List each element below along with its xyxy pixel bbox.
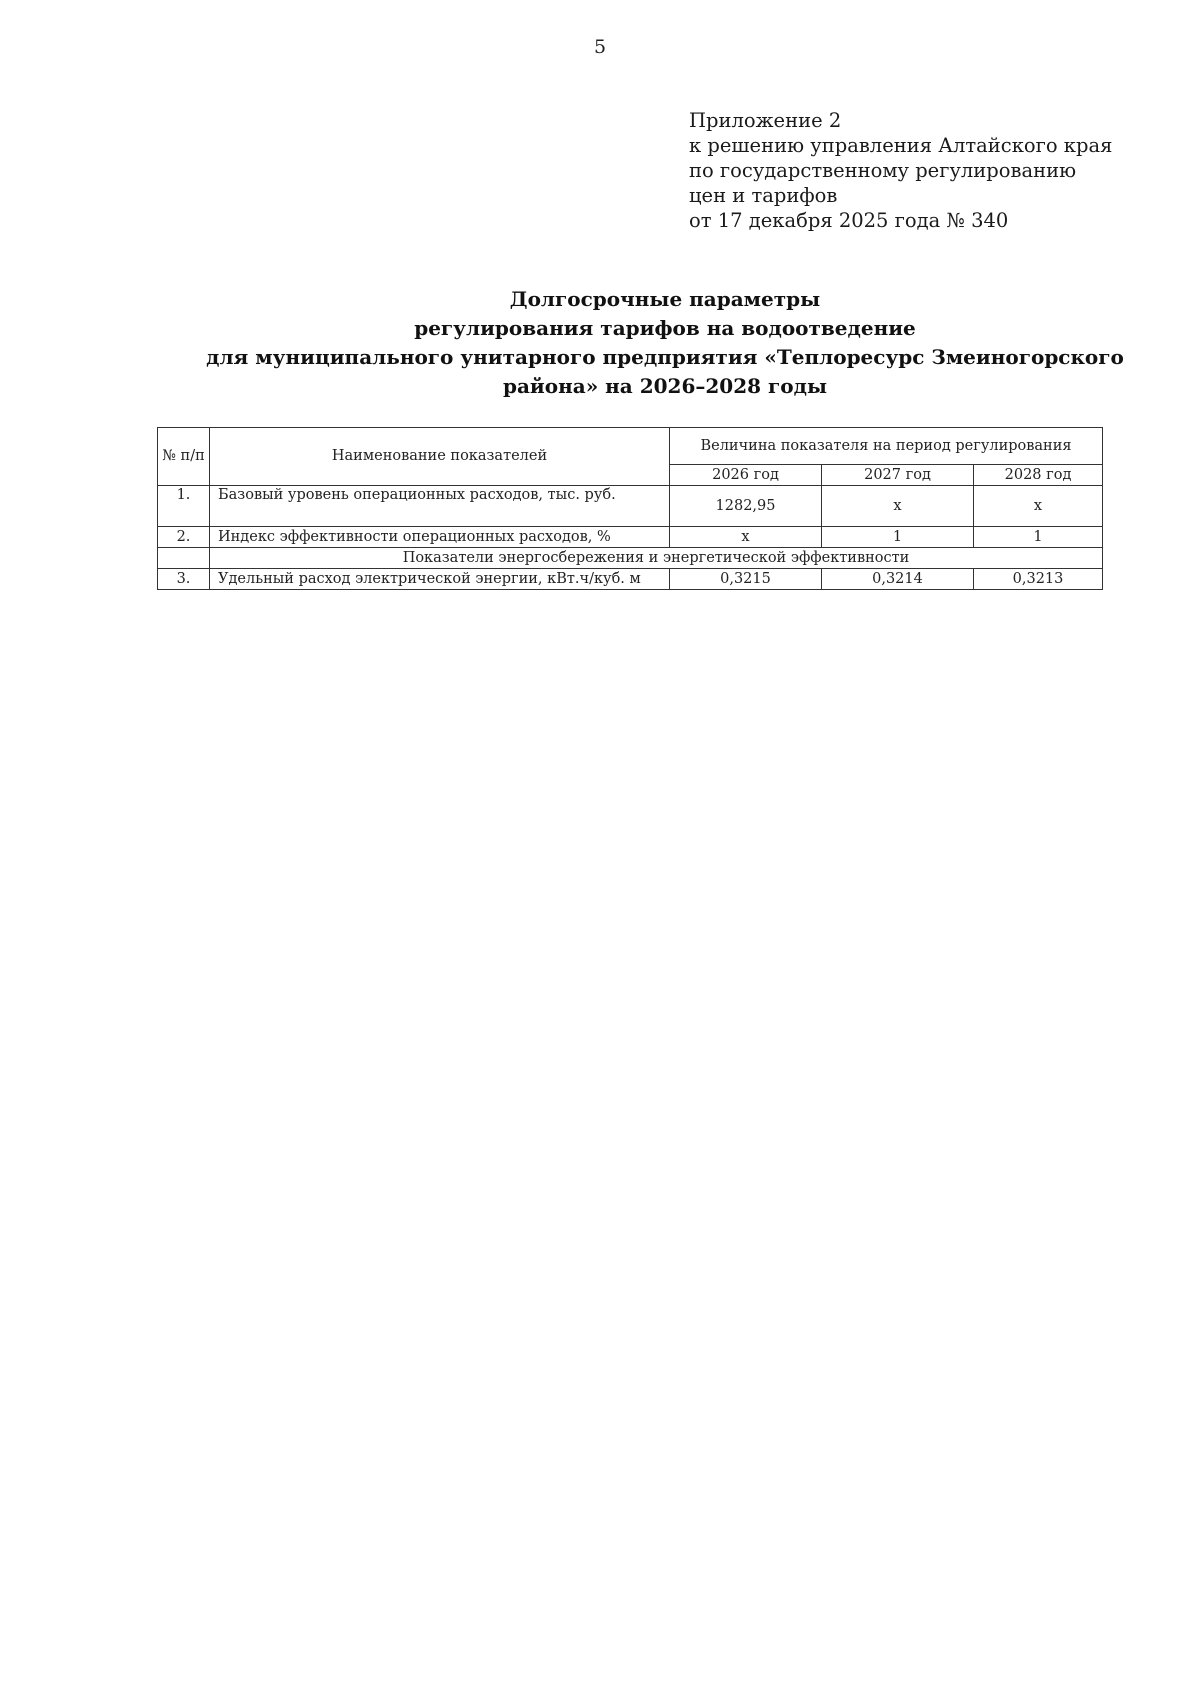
title-line: района» на 2026–2028 годы [502,374,827,398]
row-name: Удельный расход электрической энергии, кВт.ч/куб. м [210,569,670,590]
header-year: 2027 год [822,465,974,486]
section-title: Показатели энергосбережения и энергетической эффективности [210,548,1103,569]
appendix-line: цен и тарифов [689,184,838,207]
row-value: 1 [822,527,974,548]
title-line: Долгосрочные параметры [509,287,821,311]
row-value: 0,3213 [974,569,1103,590]
table-row [158,569,1103,590]
row-value: 0,3215 [670,569,822,590]
title-line: для муниципального унитарного предприятия «Теплоресурс Змеиногорского [206,345,1124,369]
row-name: Базовый уровень операционных расходов, тыс. руб. [210,486,670,527]
table-row [158,486,1103,527]
header-year: 2026 год [670,465,822,486]
appendix-block [689,108,1169,233]
row-name: Индекс эффективности операционных расходов, % [210,527,670,548]
row-num: 2. [158,527,210,548]
header-num: № п/п [158,428,210,486]
row-value: 1 [974,527,1103,548]
row-value: x [974,486,1103,527]
header-name: Наименование показателей [210,428,670,486]
header-period: Величина показателя на период регулирования [670,428,1103,465]
title-line: регулирования тарифов на водоотведение [414,316,916,340]
page-number: 5 [593,36,607,58]
document-title [200,285,1130,401]
row-value: 0,3214 [822,569,974,590]
row-value: x [822,486,974,527]
row-num: 1. [158,486,210,527]
appendix-line: по государственному регулированию [689,159,1077,182]
row-num: 3. [158,569,210,590]
header-year: 2028 год [974,465,1103,486]
parameters-table [157,427,1103,590]
appendix-line: от 17 декабря 2025 года № 340 [689,209,1009,232]
row-value: 1282,95 [670,486,822,527]
appendix-line: к решению управления Алтайского края [689,134,1113,157]
section-num-empty [158,548,210,569]
table-header-row [158,428,1103,465]
table-row [158,527,1103,548]
table-section-row [158,548,1103,569]
appendix-line: Приложение 2 [689,109,842,132]
row-value: x [670,527,822,548]
